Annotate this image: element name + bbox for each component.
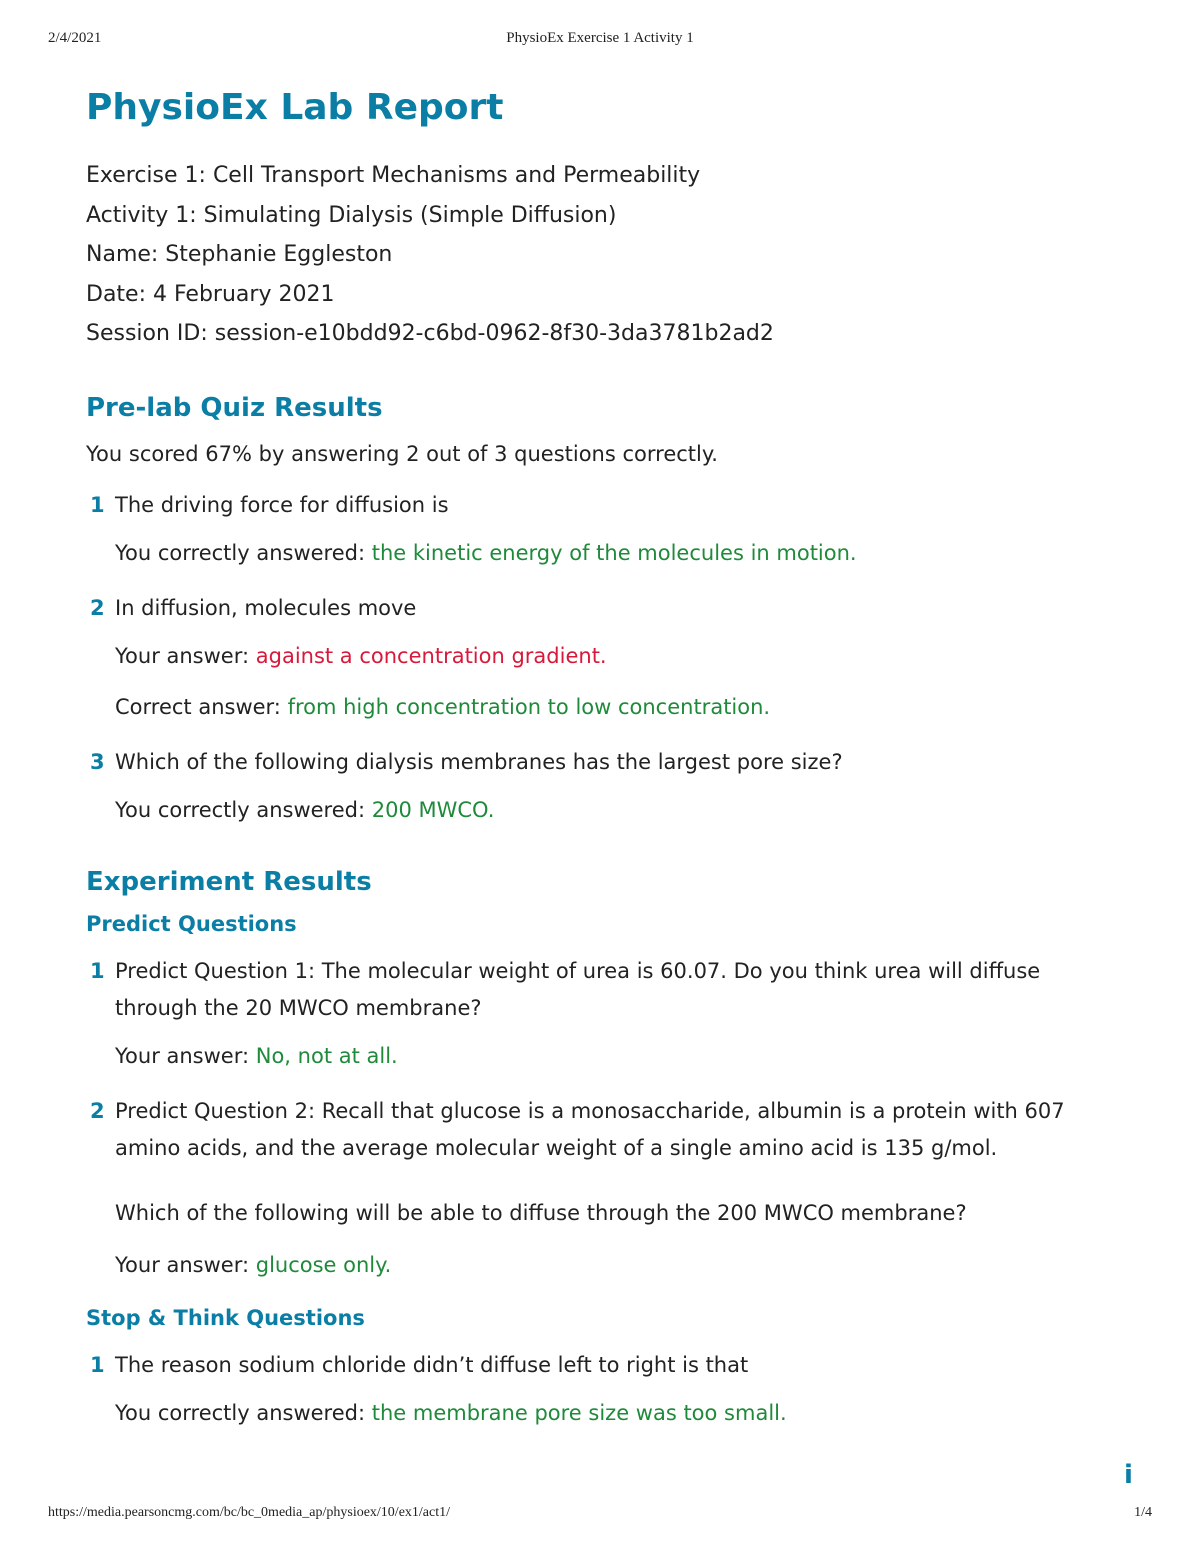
question-text: Predict Question 2: Recall that glucose is a monosaccharide, albumin is a protein with 607 amino acids, and the average molecular weight of a single amino acid is 135 g/mol. (115, 1098, 1065, 1160)
info-icon[interactable]: i (1124, 1460, 1133, 1490)
print-title: PhysioEx Exercise 1 Activity 1 (506, 30, 694, 46)
experiment-heading: Experiment Results (86, 866, 372, 897)
question-number: 1 (90, 958, 105, 983)
report-content (86, 86, 1126, 1428)
question-text: The reason sodium chloride didn’t diffuse left to right is that (115, 1352, 749, 1377)
answer-label: Your answer: (115, 1252, 256, 1277)
answer-correct: the membrane pore size was too small. (371, 1400, 787, 1425)
stop-think-answer (86, 1398, 1126, 1428)
predict-heading: Predict Questions (86, 911, 297, 936)
question-text: In diffusion, molecules move (115, 595, 417, 620)
predict-question-followup: Which of the following will be able to diffuse through the 200 MWCO membrane? (115, 1200, 967, 1225)
prelab-correct-answer (86, 692, 1126, 722)
predict-answer (86, 1041, 1126, 1071)
page-title: PhysioEx Lab Report (86, 87, 504, 128)
prelab-answer (86, 641, 1126, 671)
stop-think-heading: Stop & Think Questions (86, 1305, 365, 1330)
answer-correct: 200 MWCO. (371, 797, 495, 822)
answer-incorrect: against a concentration gradient. (255, 643, 607, 668)
report-meta (86, 156, 1126, 354)
answer-correct: the kinetic energy of the molecules in motion. (371, 540, 857, 565)
question-number: 2 (90, 595, 105, 620)
date-line: Date: 4 February 2021 (86, 281, 335, 307)
answer-label: You correctly answered: (115, 540, 372, 565)
prelab-answer (86, 538, 1126, 568)
print-date: 2/4/2021 (48, 30, 102, 46)
session-line: Session ID: session-e10bdd92-c6bd-0962-8f30-3da3781b2ad2 (86, 321, 774, 346)
question-number: 2 (90, 1098, 105, 1123)
question-number: 3 (90, 749, 105, 774)
page-number: 1/4 (1134, 1505, 1152, 1520)
answer-value: No, not at all. (255, 1043, 398, 1068)
correct-label: Correct answer: (115, 694, 288, 719)
predict-answer (86, 1250, 1126, 1280)
prelab-question (86, 744, 1126, 781)
prelab-answer (86, 795, 1126, 825)
question-number: 1 (90, 1352, 105, 1377)
name-line: Name: Stephanie Eggleston (86, 242, 393, 267)
prelab-heading: Pre-lab Quiz Results (86, 392, 383, 423)
prelab-score: You scored 67% by answering 2 out of 3 questions correctly. (86, 441, 718, 466)
answer-value: glucose only. (255, 1252, 392, 1277)
prelab-question (86, 590, 1126, 627)
prelab-question (86, 487, 1126, 524)
correct-answer: from high concentration to low concentration. (287, 694, 771, 719)
stop-think-question (86, 1347, 1126, 1384)
question-number: 1 (90, 492, 105, 517)
print-url: https://media.pearsoncmg.com/bc/bc_0media_ap/physioex/10/ex1/act1/ (48, 1505, 451, 1520)
activity-line: Activity 1: Simulating Dialysis (Simple Diffusion) (86, 202, 617, 228)
answer-label: Your answer: (115, 643, 256, 668)
predict-question (86, 953, 1126, 1027)
predict-question (86, 1093, 1126, 1167)
answer-label: You correctly answered: (115, 797, 372, 822)
question-text: Predict Question 1: The molecular weight of urea is 60.07. Do you think urea will diffuse through the 20 MWCO membrane? (115, 958, 1041, 1020)
answer-label: You correctly answered: (115, 1400, 372, 1425)
exercise-line: Exercise 1: Cell Transport Mechanisms and Permeability (86, 163, 701, 188)
question-text: The driving force for diffusion is (115, 492, 449, 517)
answer-label: Your answer: (115, 1043, 256, 1068)
question-text: Which of the following dialysis membranes has the largest pore size? (115, 749, 843, 774)
